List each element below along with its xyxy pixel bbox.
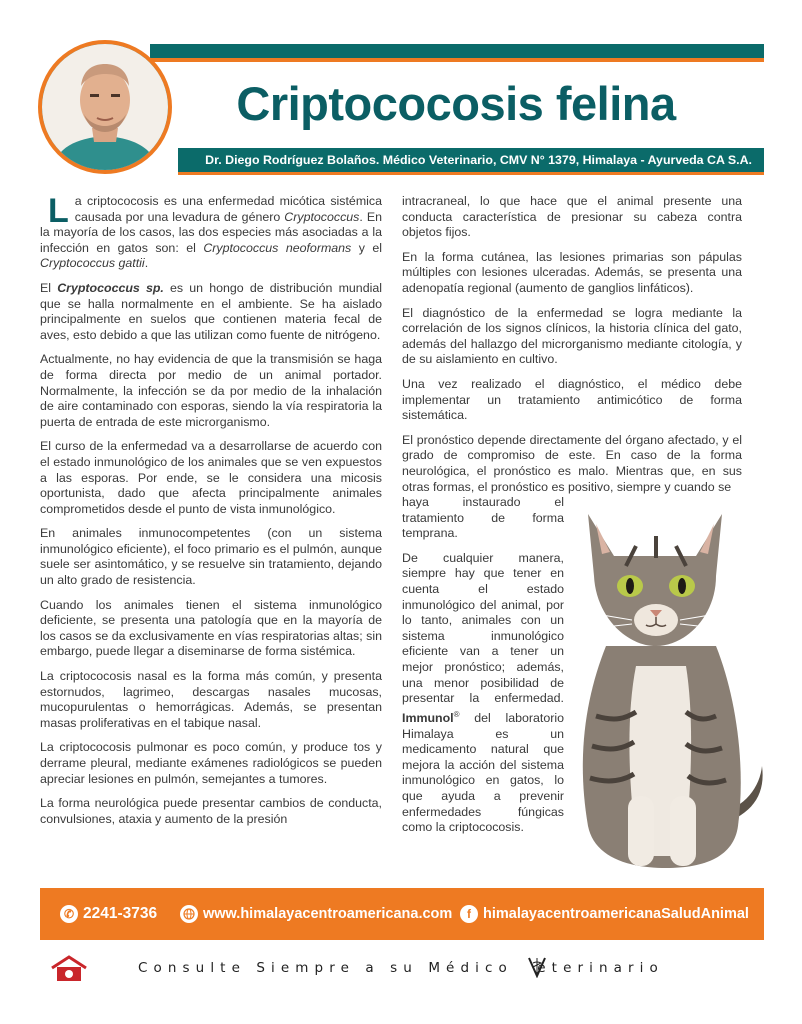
paragraph: La criptococosis nasal es la forma más común, y presenta estornudos, lagrimeo, descargas nasales mucosas, mucopurulentas o hemorrágicas. Además, se presentan masas proliferativas en el tabique nasal. [40,669,382,730]
paragraph: La forma neurológica puede presentar cambios de conducta, convulsiones, ataxia y aumento de la presión [40,796,382,826]
text-run: y el [351,240,383,255]
text-run: a criptococosis es una enfermedad micótica sistémica causada por una levadura de género [74,194,382,224]
facebook-handle: himalayacentroamericanaSaludAnimal [483,906,749,922]
author-photo [38,40,172,174]
phone-number: 2241-3736 [83,905,158,922]
facebook-link[interactable] [460,888,749,940]
paragraph: En animales inmunocompetentes (con un sistema inmunológico eficiente), el foco primario es el pulmón, aunque suele ser asintomático, y se resuelve sin tratamiento, dejando un alto grado de resistencia. [40,526,382,588]
facebook-icon: f [460,905,478,923]
phone-contact[interactable] [60,888,157,940]
text-run: . En la mayoría de los casos, las dos especies más asociadas a la infección en gatos son: el [40,209,382,255]
species-name: Cryptococcus sp. [57,280,164,295]
home-logo-icon [48,954,90,989]
paragraph: intracraneal, lo que hace que el animal presente una conducta característica de presionar su cabeza contra objetos fijos. [402,194,742,240]
caduceus-v-icon [528,956,546,983]
paragraph: La criptococosis pulmonar es poco común, y produce tos y derrame pleural, mediante exámenes radiológicos se pueden apreciar lesiones en pulmón, semejantes a tumores. [40,740,382,786]
website-link[interactable] [180,888,452,940]
registered-mark: ® [453,709,460,719]
website-url: www.himalayacentroamericana.com [203,906,453,922]
tagline-row [40,950,764,990]
header-stripe-accent [150,58,764,62]
text-run: es un hongo de distribución mundial que se halla normalmente en el ambiente. Se ha aislado principalmente en suelos que contienen materia fecal de aves, esto debido a que las utilizan como fuente de nitrógeno. [40,280,382,342]
page-title: Criptococosis felina [236,77,676,130]
cat-photo [566,496,770,876]
species-name: Cryptococcus [284,209,360,224]
drop-cap: L [48,192,69,230]
paragraph [402,551,564,836]
tagline-text: eterinario [537,960,664,976]
author-bar-accent [178,172,764,175]
paragraph: El pronóstico depende directamente del órgano afectado, y el grado de compromiso de este. En caso de la forma neurológica, el pronóstico es malo. Mientras que, en sus otras formas, el pronóstico es positivo, siempre y cuando se [402,432,742,494]
paragraph: En la forma cutánea, las lesiones primarias son pápulas múltiples con lesiones ulceradas. Además, se presenta una adenopatía regional (aumento de ganglios linfáticos). [402,249,742,295]
author-byline: Dr. Diego Rodríguez Bolaños. Médico Veterinario, CMV N° 1379, Himalaya - Ayurveda CA S.A. [178,148,764,172]
text-run: El [40,280,58,295]
text-run: del laboratorio Himalaya es un medicamento natural que mejora la acción del sistema inmunológico en gatos, lo que ayuda a prevenir enfermedades fúngicas como la criptococosis. [402,710,564,835]
paragraph: El curso de la enfermedad va a desarrollarse de acuerdo con el estado inmunológico de los animales que se ven expuestos a las esporas. Por ende, se le considera una micosis oportunista, dado que afecta principalmente animales comprometidos desde el punto de vista inmunológico. [40,439,382,516]
tagline [138,960,664,976]
phone-icon: ✆ [60,905,78,923]
text-run: . [144,256,149,271]
species-name: Cryptococcus gattii [40,256,145,271]
paragraph: Cuando los animales tienen el sistema inmunológico deficiente, se presenta una patología que en la mayoría de los casos se da exclusivamente en vías respiratorias altas; sin embargo, puede llegar a diseminarse de forma sistémica. [40,597,382,659]
globe-icon [180,905,198,923]
text-run: De cualquier manera, siempre hay que tener en cuenta el estado inmunológico del animal, por lo tanto, animales con un sistema inmunológico eficiente van a tener un mejor pronóstico; además, una menor posibilidad de presentar la enfermedad. [402,550,564,706]
species-name: Cryptococcus neoformans [203,240,352,255]
paragraph [40,194,382,272]
article-column-left [40,194,382,836]
header-stripe [150,44,764,58]
paragraph: El diagnóstico de la enfermedad se logra mediante la correlación de los signos clínicos, la historia clínica del gato, además del hallazgo del microrganismo mediante citología, y de su aislamiento en cultivo. [402,305,742,367]
tagline-text: Consulte Siempre a su Médico [138,960,524,976]
paragraph [40,281,382,343]
brand-name: Immunol [402,710,454,725]
paragraph: haya instaurado el tratamiento de forma temprana. [402,495,564,541]
paragraph: Una vez realizado el diagnóstico, el médico debe implementar un tratamiento antimicótico de forma sistemática. [402,376,742,423]
paragraph: Actualmente, no hay evidencia de que la transmisión se haga de forma directa por medio de un animal portador. Normalmente, la infección se da por medio de la inhalación de aire contaminado con esporas, siendo la vía respiratoria la puerta de entrada de este microrganismo. [40,352,382,429]
contact-bar [40,888,764,940]
